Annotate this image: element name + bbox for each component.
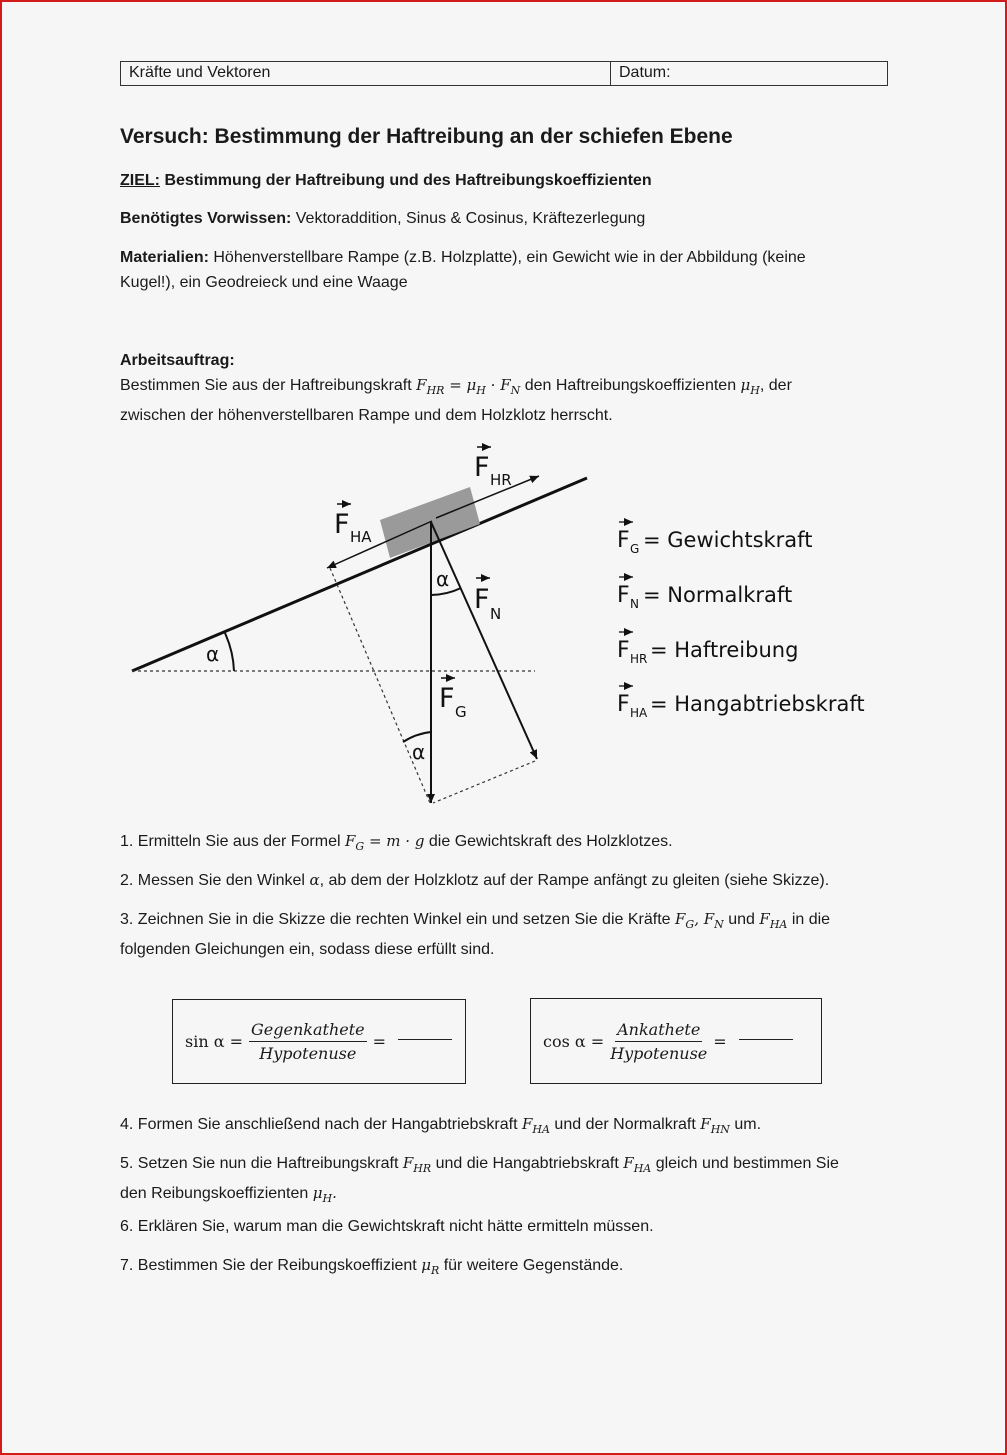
vorwissen-label: Benötigtes Vorwissen: xyxy=(120,210,292,227)
cos-answer-blank[interactable] xyxy=(739,1039,793,1040)
svg-text:= Haftreibung: = Haftreibung xyxy=(650,638,799,662)
materialien-line2: Kugel!), ein Geodreieck und eine Waage xyxy=(120,274,408,291)
symbol-fha-3: $F_{HA}$ xyxy=(623,1154,652,1175)
sin-numerator: Gegenkathete xyxy=(249,1020,367,1042)
materialien-block xyxy=(120,245,890,295)
task-3-and: und xyxy=(728,911,755,928)
svg-text:F: F xyxy=(474,584,490,615)
sin-lhs: sin α = xyxy=(185,1032,244,1051)
svg-text:HA: HA xyxy=(630,706,648,720)
svg-text:N: N xyxy=(630,597,639,611)
symbol-mu-h: $\mu_H$ xyxy=(740,376,760,397)
svg-text:= Normalkraft: = Normalkraft xyxy=(643,583,793,607)
task-6: 6. Erklären Sie, warum man die Gewichtskraft nicht hätte ermitteln müssen. xyxy=(120,1218,654,1235)
sin-denominator: Hypotenuse xyxy=(259,1044,357,1063)
sin-fraction xyxy=(249,1020,367,1063)
formula-fhr: $F_{HR} = \mu_H \cdot F_N$ xyxy=(416,376,521,397)
svg-text:F: F xyxy=(474,452,490,483)
sin-formula-box xyxy=(172,999,466,1084)
svg-text:HA: HA xyxy=(350,528,372,546)
svg-text:F: F xyxy=(617,583,630,608)
materialien-label: Materialien: xyxy=(120,249,209,266)
dotted-fn-fg xyxy=(433,761,535,803)
cos-formula-box xyxy=(530,998,822,1084)
task-2 xyxy=(120,868,890,893)
arrow-fn xyxy=(431,522,537,759)
svg-text:= Gewichtskraft: = Gewichtskraft xyxy=(643,528,813,552)
task-4-text-a: 4. Formen Sie anschließend nach der Hangabtriebskraft xyxy=(120,1116,518,1133)
symbol-fhn: $F_{HN}$ xyxy=(700,1115,730,1136)
inclined-plane-diagram xyxy=(0,435,1007,815)
legend-fhr xyxy=(617,632,798,666)
task-1-text-b: die Gewichtskraft des Holzklotzes. xyxy=(428,833,673,850)
task-5-line2: den Reibungskoeffizienten xyxy=(120,1185,309,1202)
symbol-fha-2: $F_{HA}$ xyxy=(522,1115,550,1136)
task-3-line2: folgenden Gleichungen ein, sodass diese erfüllt sind. xyxy=(120,941,495,958)
task-5 xyxy=(120,1151,890,1211)
header-table xyxy=(120,61,888,86)
vorwissen-text: Vektoraddition, Sinus & Cosinus, Kräftezerlegung xyxy=(295,210,646,227)
label-fha xyxy=(334,504,372,546)
ziel-text: Bestimmung der Haftreibung und des Haftreibungskoeffizienten xyxy=(164,172,652,189)
cos-denominator: Hypotenuse xyxy=(610,1043,708,1063)
ziel-label: ZIEL: xyxy=(120,172,160,189)
auftrag-block xyxy=(120,348,890,428)
auftrag-line1b: den Haftreibungskoeffizienten xyxy=(524,377,737,394)
vorwissen-line xyxy=(120,206,890,231)
task-7-text-b: für weitere Gegenstände. xyxy=(443,1257,624,1274)
ziel-line xyxy=(120,168,890,193)
task-1 xyxy=(120,829,890,859)
svg-text:N: N xyxy=(490,605,502,623)
sin-equals: = xyxy=(372,1032,387,1051)
cos-fraction xyxy=(610,1020,707,1063)
task-7 xyxy=(120,1253,890,1283)
task-4-text-c: um. xyxy=(734,1116,762,1133)
auftrag-line1a: Bestimmen Sie aus der Haftreibungskraft xyxy=(120,377,412,394)
cos-equals: = xyxy=(713,1031,727,1051)
task-7-text-a: 7. Bestimmen Sie der Reibungskoeffizient xyxy=(120,1257,417,1274)
task-2-text-b: , ab dem der Holzklotz auf der Rampe anfängt zu gleiten (siehe Skizze). xyxy=(319,872,830,889)
header-date-label: Datum: xyxy=(619,64,671,81)
symbol-mu-r: $\mu_R$ xyxy=(421,1256,440,1277)
task-5-text-b: und die Hangabtriebskraft xyxy=(435,1155,619,1172)
task-2-text-a: 2. Messen Sie den Winkel xyxy=(120,872,305,889)
task-4-text-b: und der Normalkraft xyxy=(554,1116,696,1133)
angle-arc-base xyxy=(224,631,234,671)
label-fn xyxy=(474,578,501,623)
alpha-base: α xyxy=(206,642,220,666)
svg-text:HR: HR xyxy=(630,652,648,666)
sin-answer-blank[interactable] xyxy=(398,1039,452,1040)
symbol-mu-h-2: $\mu_H$. xyxy=(312,1184,337,1205)
svg-text:G: G xyxy=(455,703,467,721)
symbol-fha: $F_{HA}$ xyxy=(759,910,788,931)
svg-text:G: G xyxy=(630,542,640,556)
auftrag-line2: zwischen der höhenverstellbaren Rampe und dem Holzklotz herrscht. xyxy=(120,407,613,424)
task-5-text-c: gleich und bestimmen Sie xyxy=(655,1155,839,1172)
symbols-fg-fn: $F_G$, $F_N$ xyxy=(674,910,724,931)
label-fhr xyxy=(474,447,512,489)
svg-text:F: F xyxy=(617,638,630,663)
task-3-text-a: 3. Zeichnen Sie in die Skizze die rechten Winkel ein und setzen Sie die Kräfte xyxy=(120,911,671,928)
svg-text:F: F xyxy=(617,528,630,553)
task-3-text-b: in die xyxy=(791,911,831,928)
cos-numerator: Ankathete xyxy=(615,1020,702,1042)
task-3 xyxy=(120,907,890,962)
symbol-alpha: α xyxy=(309,871,320,889)
incline-line xyxy=(132,478,587,671)
cos-lhs: cos α = xyxy=(543,1031,605,1051)
legend-fha xyxy=(617,686,865,720)
svg-text:HR: HR xyxy=(490,471,512,489)
alpha-bottom: α xyxy=(412,740,426,764)
alpha-top: α xyxy=(436,567,450,591)
svg-text:F: F xyxy=(439,683,455,714)
auftrag-line1c: , der xyxy=(759,377,792,394)
task-4 xyxy=(120,1112,890,1142)
svg-text:= Hangabtriebskraft: = Hangabtriebskraft xyxy=(650,692,865,716)
auftrag-label: Arbeitsauftrag: xyxy=(120,352,235,369)
header-topic: Kräfte und Vektoren xyxy=(121,62,611,85)
legend-fn xyxy=(617,577,792,611)
label-fg xyxy=(439,678,467,721)
materialien-line1: Höhenverstellbare Rampe (z.B. Holzplatte), ein Gewicht wie in der Abbildung (keine xyxy=(213,249,806,266)
task-5-text-a: 5. Setzen Sie nun die Haftreibungskraft xyxy=(120,1155,399,1172)
svg-text:F: F xyxy=(334,509,350,540)
page-title: Versuch: Bestimmung der Haftreibung an der schiefen Ebene xyxy=(120,125,733,148)
legend-fg xyxy=(617,522,812,556)
dotted-fha-fg xyxy=(330,568,430,803)
task-1-text-a: 1. Ermitteln Sie aus der Formel xyxy=(120,833,341,850)
svg-text:F: F xyxy=(617,692,630,717)
symbol-fhr: $F_{HR}$ xyxy=(402,1154,432,1175)
formula-fg: $F_G = m \cdot g$ xyxy=(344,832,425,853)
